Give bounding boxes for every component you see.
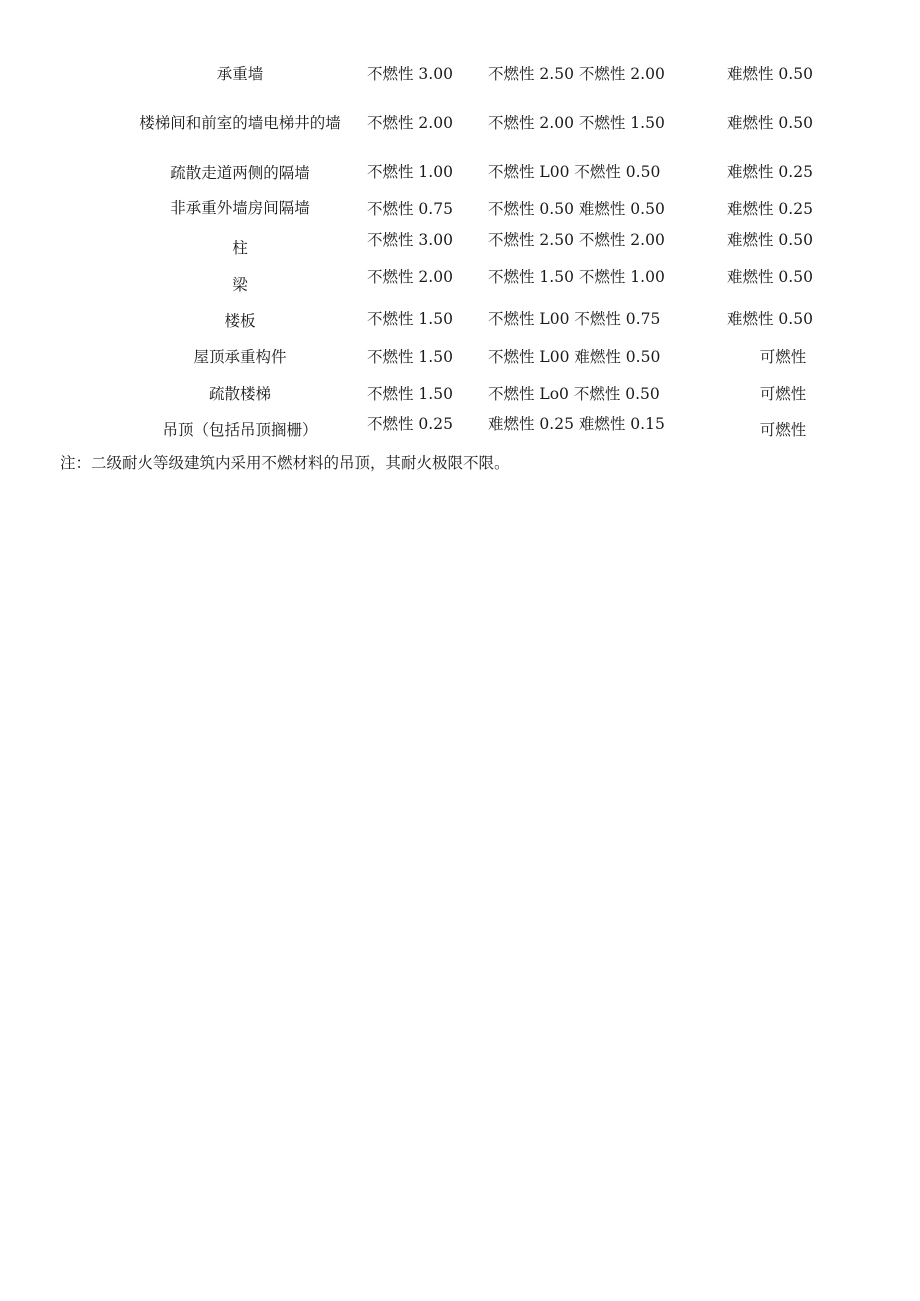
grade4-value: 可燃性 xyxy=(759,421,807,439)
grade23-value: 难燃性 0.25 难燃性 0.15 xyxy=(488,415,665,433)
grade4-value: 难燃性 0.25 xyxy=(727,200,813,218)
grade23-value: 不燃性 L00 难燃性 0.50 xyxy=(488,348,661,366)
grade4-value: 可燃性 xyxy=(759,348,807,366)
grade1-value: 不燃性 0.25 xyxy=(367,415,453,433)
grade1-value: 不燃性 2.00 xyxy=(367,268,453,286)
grade23-value: 不燃性 Lo0 不燃性 0.50 xyxy=(488,385,660,403)
component-name: 承重墙 xyxy=(216,65,264,83)
table-row xyxy=(0,382,920,406)
component-name: 非承重外墙房间隔墙 xyxy=(170,199,310,217)
grade1-value: 不燃性 3.00 xyxy=(367,231,453,249)
grade4-value: 难燃性 0.50 xyxy=(727,268,813,286)
grade23-value: 不燃性 1.50 不燃性 1.00 xyxy=(488,268,665,286)
table-row xyxy=(0,62,920,86)
table-row xyxy=(0,345,920,369)
component-name: 疏散楼梯 xyxy=(208,385,271,403)
table-row xyxy=(0,265,920,294)
table-row xyxy=(0,307,920,331)
grade23-value: 不燃性 2.50 不燃性 2.00 xyxy=(488,231,665,249)
grade4-value: 难燃性 0.25 xyxy=(727,163,813,181)
grade4-value: 可燃性 xyxy=(759,385,807,403)
grade1-value: 不燃性 2.00 xyxy=(367,114,453,132)
grade4-value: 难燃性 0.50 xyxy=(727,65,813,83)
component-name: 梁 xyxy=(232,276,248,294)
table-row xyxy=(0,412,920,439)
footnote: 注：二级耐火等级建筑内采用不燃材料的吊顶，其耐火极限不限。 xyxy=(60,454,510,472)
grade23-value: 不燃性 2.00 不燃性 1.50 xyxy=(488,114,665,132)
component-name: 屋顶承重构件 xyxy=(193,348,287,366)
table-row xyxy=(0,197,920,221)
table-row xyxy=(0,160,920,184)
grade23-value: 不燃性 0.50 难燃性 0.50 xyxy=(488,200,665,218)
grade23-value: 不燃性 2.50 不燃性 2.00 xyxy=(488,65,665,83)
grade1-value: 不燃性 1.50 xyxy=(367,310,453,328)
component-name: 吊顶（包括吊顶搁栅） xyxy=(162,421,318,439)
table-row xyxy=(0,111,920,135)
grade4-value: 难燃性 0.50 xyxy=(727,310,813,328)
component-name: 楼板 xyxy=(224,312,256,330)
grade1-value: 不燃性 0.75 xyxy=(367,200,453,218)
grade23-value: 不燃性 L00 不燃性 0.75 xyxy=(488,310,661,328)
component-name: 楼梯间和前室的墙电梯井的墙 xyxy=(139,114,341,132)
component-name: 柱 xyxy=(232,239,248,257)
grade4-value: 难燃性 0.50 xyxy=(727,114,813,132)
grade4-value: 难燃性 0.50 xyxy=(727,231,813,249)
table-row xyxy=(0,228,920,257)
grade1-value: 不燃性 1.50 xyxy=(367,385,453,403)
component-name: 疏散走道两侧的隔墙 xyxy=(170,164,310,182)
grade1-value: 不燃性 1.00 xyxy=(367,163,453,181)
grade1-value: 不燃性 1.50 xyxy=(367,348,453,366)
grade1-value: 不燃性 3.00 xyxy=(367,65,453,83)
grade23-value: 不燃性 L00 不燃性 0.50 xyxy=(488,163,661,181)
